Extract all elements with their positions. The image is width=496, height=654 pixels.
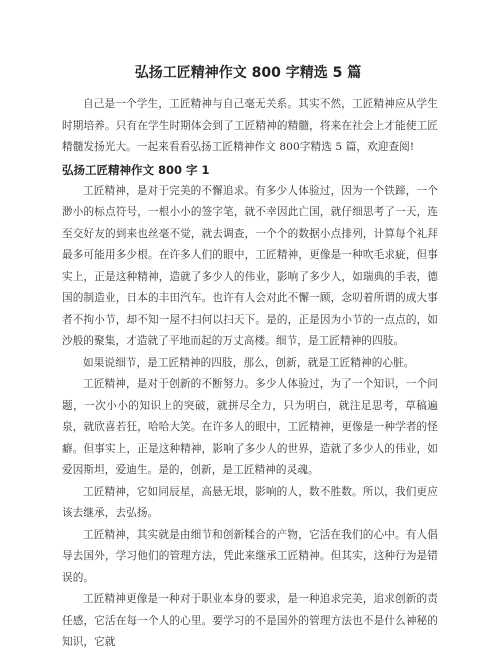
body-paragraph: 工匠精神，是对于创新的不断努力。多少人体验过，为了一个知识，一个问题，一次小小的知识上的突破，就拼尽全力，只为明白，就注足思考，草稿遍泉，就欣喜若狂，哈哈大笑。在许多人的眼中，工匠精神，更像是一种学者的怪癖。但事实上，正是这种精神，影响了多少人的世界，造就了多少人的伟业，如爱因斯坦，爱迪生。是的，创新，是工匠精神的灵魂。	[62, 378, 438, 476]
intro-paragraph: 自己是一个学生，工匠精神与自己毫无关系。其实不然，工匠精神应从学生时期培养。只有在学生时期体会到了工匠精神的精髓，将来在社会上才能使工匠精髓发扬光大。一起来看看弘扬工匠精神作文 800字精选 5 篇，欢迎查阅!	[62, 98, 438, 153]
body-paragraph: 工匠精神更像是一种对于职业本身的要求，是一种追求完美，追求创新的责任感，它活在每一个人的心里。要学习的不是国外的管理方法也不是什么神秘的知识，它就	[62, 593, 438, 648]
section-heading: 弘扬工匠精神作文 800 字 1	[62, 162, 210, 177]
document-body	[62, 94, 438, 654]
body-paragraph: 如果说细节，是工匠精神的四肢，那么，创新，就是工匠精神的心脏。	[83, 356, 415, 369]
body-paragraph: 工匠精神，是对于完美的不懈追求。有多少人体验过，因为一个铁蹄，一个渺小的标点符号，一根小小的签字笔，就不幸因此亡国，就仔细思考了一天，连至交好友的到来也丝毫不觉，就去调查，一个个的数据小点排列，计算每个礼拜最多可能用多少根。在许多人们的眼中，工匠精神，更像是一种吹毛求疵，但事实上，正是这种精神，造就了多少人的伟业，影响了多少人，如瑞典的手表，德国的制造业，日本的丰田汽车。也许有人会对此不懈一顾，念叨着所谓的成大事者不拘小节，却不知一屋不扫何以扫天下。是的，正是因为小节的一点点的，如沙般的聚集，才造就了平地而起的万丈高楼。细节，是工匠精神的四肢。	[62, 184, 438, 347]
body-paragraph: 工匠精神，其实就是由细节和创新糅合的产物，它活在我们的心中。有人倡导去国外，学习他们的管理方法，凭此来继承工匠精神。但其实，这种行为是错误的。	[62, 528, 438, 584]
document-title: 弘扬工匠精神作文 800 字精选 5 篇	[134, 65, 362, 81]
body-paragraph: 工匠精神，它如同辰星，高悬无垠，影响的人，数不胜数。所以，我们更应该去继承，去弘扬。	[62, 485, 438, 519]
